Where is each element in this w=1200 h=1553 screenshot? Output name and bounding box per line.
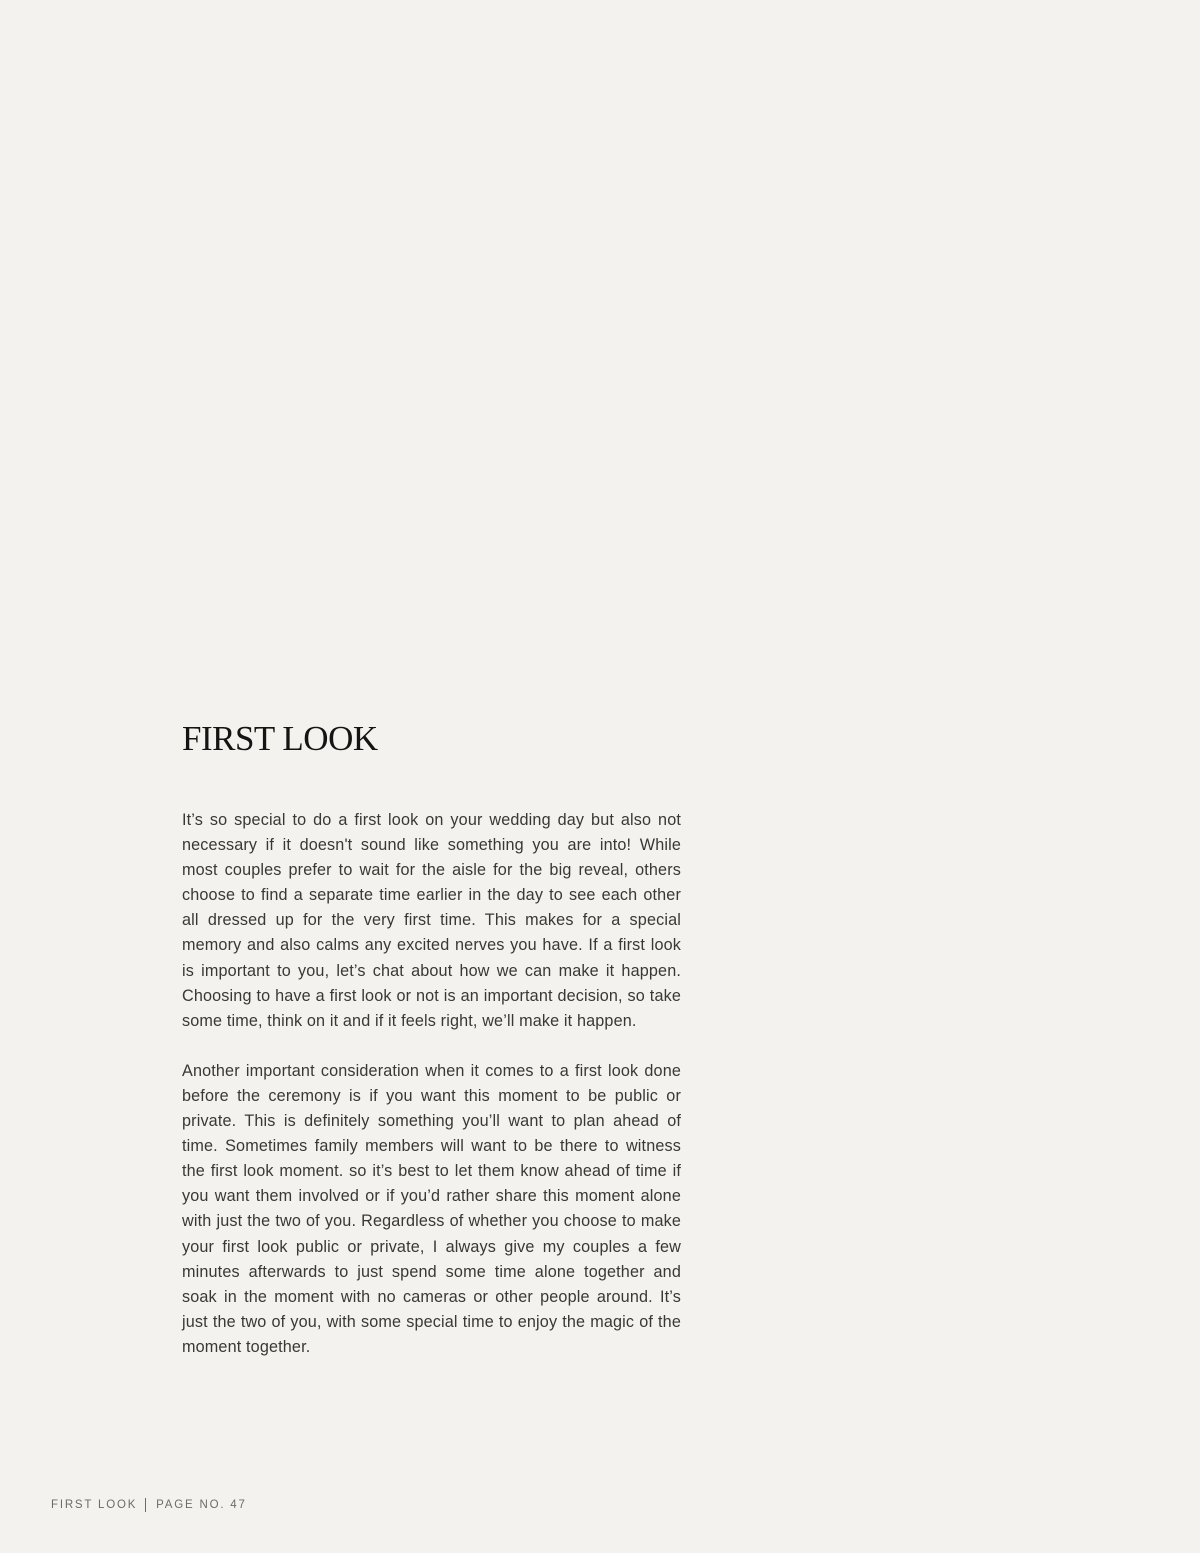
footer-page-number: PAGE NO. 47 [156,1499,247,1511]
page-footer [51,1498,247,1512]
paragraph-1: It’s so special to do a first look on your wedding day but also not necessary if it doesn't sound like something you are into! While most couples prefer to wait for the aisle for the big reveal, others choose to find a separate time earlier in the day to see each other all dressed up for the very first time. This makes for a special memory and also calms any excited nerves you have. If a first look is important to you, let’s chat about how we can make it happen. Choosing to have a first look or not is an important decision, so take some time, think on it and if it feels right, we’ll make it happen. [182,811,681,1030]
footer-section-label: FIRST LOOK [51,1499,138,1511]
footer-divider [145,1498,146,1512]
page-title: FIRST LOOK [182,719,378,758]
paragraph-2: Another important consideration when it comes to a first look done before the ceremony is if you want this moment to be public or private. This is definitely something you’ll want to plan ahead of time. Sometimes family members will want to be there to witness the first look moment. so it’s best to let them know ahead of time if you want them involved or if you’d rather share this moment alone with just the two of you. Regardless of whether you choose to make your first look public or private, I always give my couples a few minutes afterwards to just spend some time alone together and soak in the moment with no cameras or other people around. It’s just the two of you, with some special time to enjoy the magic of the moment together. [182,1061,681,1356]
body-text [182,808,681,1385]
